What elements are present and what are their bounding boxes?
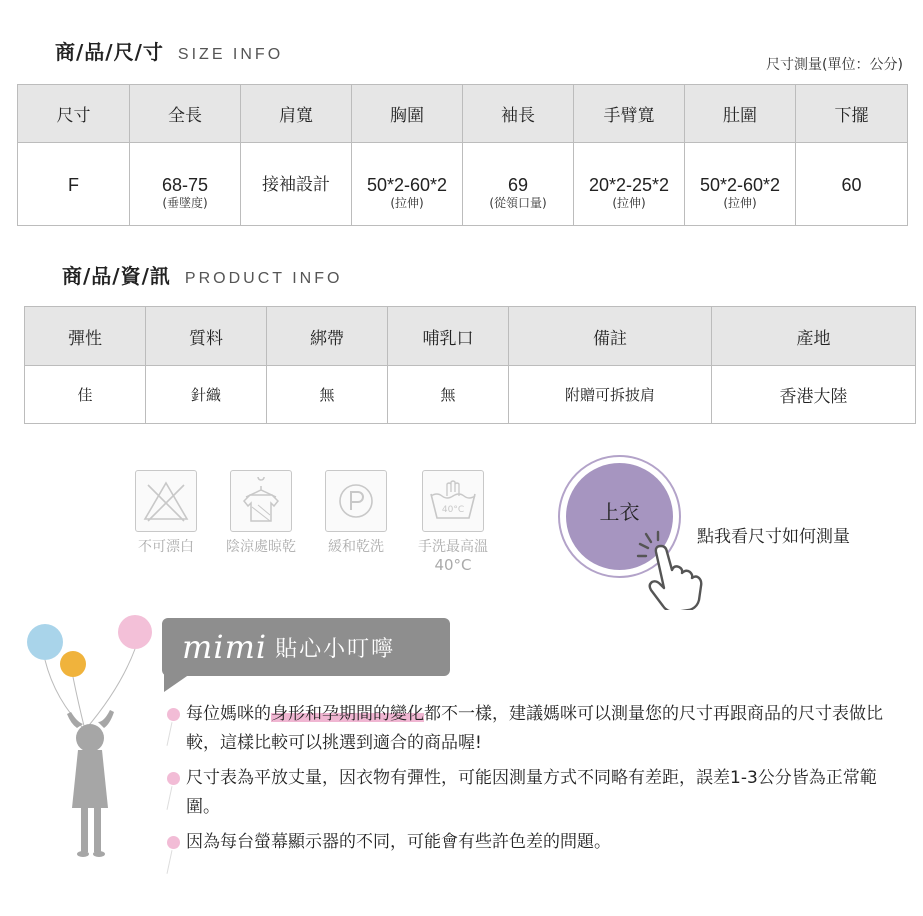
- nursing-opening-cell: 無: [388, 366, 509, 424]
- top-garment-badge: 上衣: [566, 463, 673, 570]
- care-hand-wash: [406, 470, 500, 574]
- care-label: 不可漂白: [138, 539, 194, 555]
- care-no-bleach: [128, 470, 204, 556]
- length-value: 68-75: [161, 175, 209, 195]
- shade-dry-icon: [230, 470, 292, 532]
- care-label: 手洗最高溫: [418, 539, 488, 555]
- arm-width-value: 20*2-25*2: [588, 175, 670, 195]
- unit-note: 尺寸測量(單位：公分): [766, 57, 903, 73]
- tip-text: 尺寸表為平放丈量，因衣物有彈性，可能因測量方式不同略有差距，誤差1-3公分皆為正常範圍。: [186, 768, 877, 817]
- hem-cell: [796, 143, 908, 226]
- care-label: 陰涼處晾乾: [226, 539, 296, 555]
- strap-cell: 無: [267, 366, 388, 424]
- tip-highlight: 身形和孕期間的變化: [271, 704, 424, 724]
- size-table: [17, 84, 908, 226]
- product-header-cell: 備註: [509, 307, 712, 366]
- product-header-cell: 質料: [146, 307, 267, 366]
- origin-cell: 香港大陸: [712, 366, 916, 424]
- tips-banner: [162, 618, 450, 676]
- belly-value: 50*2-60*2: [699, 175, 781, 195]
- length-cell: [130, 143, 241, 226]
- remark-cell: 附贈可拆披肩: [509, 366, 712, 424]
- chest-note: (拉伸): [390, 196, 424, 210]
- size-header-cell: 胸圍: [352, 85, 463, 143]
- tub-temperature-text: 40°C: [441, 505, 465, 515]
- arm-width-note: (拉伸): [612, 196, 646, 210]
- gentle-dry-clean-icon: [325, 470, 387, 532]
- size-header-cell: 尺寸: [18, 85, 130, 143]
- bullet-stem: [167, 850, 173, 874]
- bullet-dot-icon: [167, 772, 180, 785]
- care-label-temp: 40°C: [434, 556, 472, 574]
- size-value: F: [68, 175, 79, 195]
- chest-cell: [352, 143, 463, 226]
- sleeve-value: 69: [507, 175, 529, 195]
- size-header-cell: 肚圍: [685, 85, 796, 143]
- tips-banner-title: 貼心小叮嚀: [275, 636, 396, 662]
- size-info-title: [55, 36, 283, 65]
- care-shade-dry: [216, 470, 306, 556]
- size-header-cell: 全長: [130, 85, 241, 143]
- bullet-dot-icon: [167, 836, 180, 849]
- size-header-cell: 手臂寬: [574, 85, 685, 143]
- bullet-stem: [167, 722, 173, 746]
- tip-text: 因為每台螢幕顯示器的不同，可能會有些許色差的問題。: [186, 832, 611, 852]
- product-header-cell: 綁帶: [267, 307, 388, 366]
- product-table: [24, 306, 916, 424]
- product-header-cell: 產地: [712, 307, 916, 366]
- product-info-title: [62, 260, 342, 289]
- material-cell: 針織: [146, 366, 267, 424]
- tip-item-2: [186, 764, 906, 822]
- how-to-measure-link[interactable]: 點我看尺寸如何測量: [697, 527, 850, 547]
- tip-item-1: [186, 700, 906, 758]
- size-title-en: SIZE INFO: [177, 46, 284, 63]
- product-header-row: [25, 307, 916, 366]
- mimi-logo-text: mimi: [182, 628, 268, 666]
- size-header-cell: 肩寬: [241, 85, 352, 143]
- tip-text: 都不一樣，建議媽咪可以測量您的尺寸再跟商品的尺寸表做比較，這樣比較可以挑選到適合的商品喔!: [186, 704, 883, 753]
- arm-width-cell: [574, 143, 685, 226]
- belly-note: (拉伸): [723, 196, 757, 210]
- care-gentle-dry-clean: [318, 470, 394, 556]
- hem-value: 60: [841, 175, 862, 195]
- product-title-en: PRODUCT INFO: [184, 270, 343, 287]
- product-header-cell: 哺乳口: [388, 307, 509, 366]
- speech-bubble-tail: [164, 674, 190, 692]
- chest-value: 50*2-60*2: [366, 175, 448, 195]
- bullet-dot-icon: [167, 708, 180, 721]
- care-label: 緩和乾洗: [328, 539, 384, 555]
- product-header-cell: 彈性: [25, 307, 146, 366]
- size-value-row: [18, 143, 908, 226]
- tip-text: 每位媽咪的: [186, 704, 271, 724]
- shoulder-value: 接袖設計: [262, 175, 330, 195]
- product-value-row: [25, 366, 916, 424]
- size-header-cell: 袖長: [463, 85, 574, 143]
- no-bleach-icon: [135, 470, 197, 532]
- belly-cell: [685, 143, 796, 226]
- length-note: (垂墜度): [162, 196, 208, 210]
- product-title-cn: 商/品/資/訊: [62, 264, 171, 288]
- size-cell: [18, 143, 130, 226]
- bullet-stem: [167, 786, 173, 810]
- elasticity-cell: 佳: [25, 366, 146, 424]
- shoulder-cell: [241, 143, 352, 226]
- sleeve-cell: [463, 143, 574, 226]
- girl-with-balloons-illustration: [22, 610, 157, 885]
- tip-item-3: [186, 828, 906, 857]
- size-header-cell: 下擺: [796, 85, 908, 143]
- size-title-cn: 商/品/尺/寸: [55, 40, 164, 64]
- sleeve-note: (從領口量): [489, 196, 547, 210]
- hand-wash-icon: [422, 470, 484, 532]
- size-header-row: [18, 85, 908, 143]
